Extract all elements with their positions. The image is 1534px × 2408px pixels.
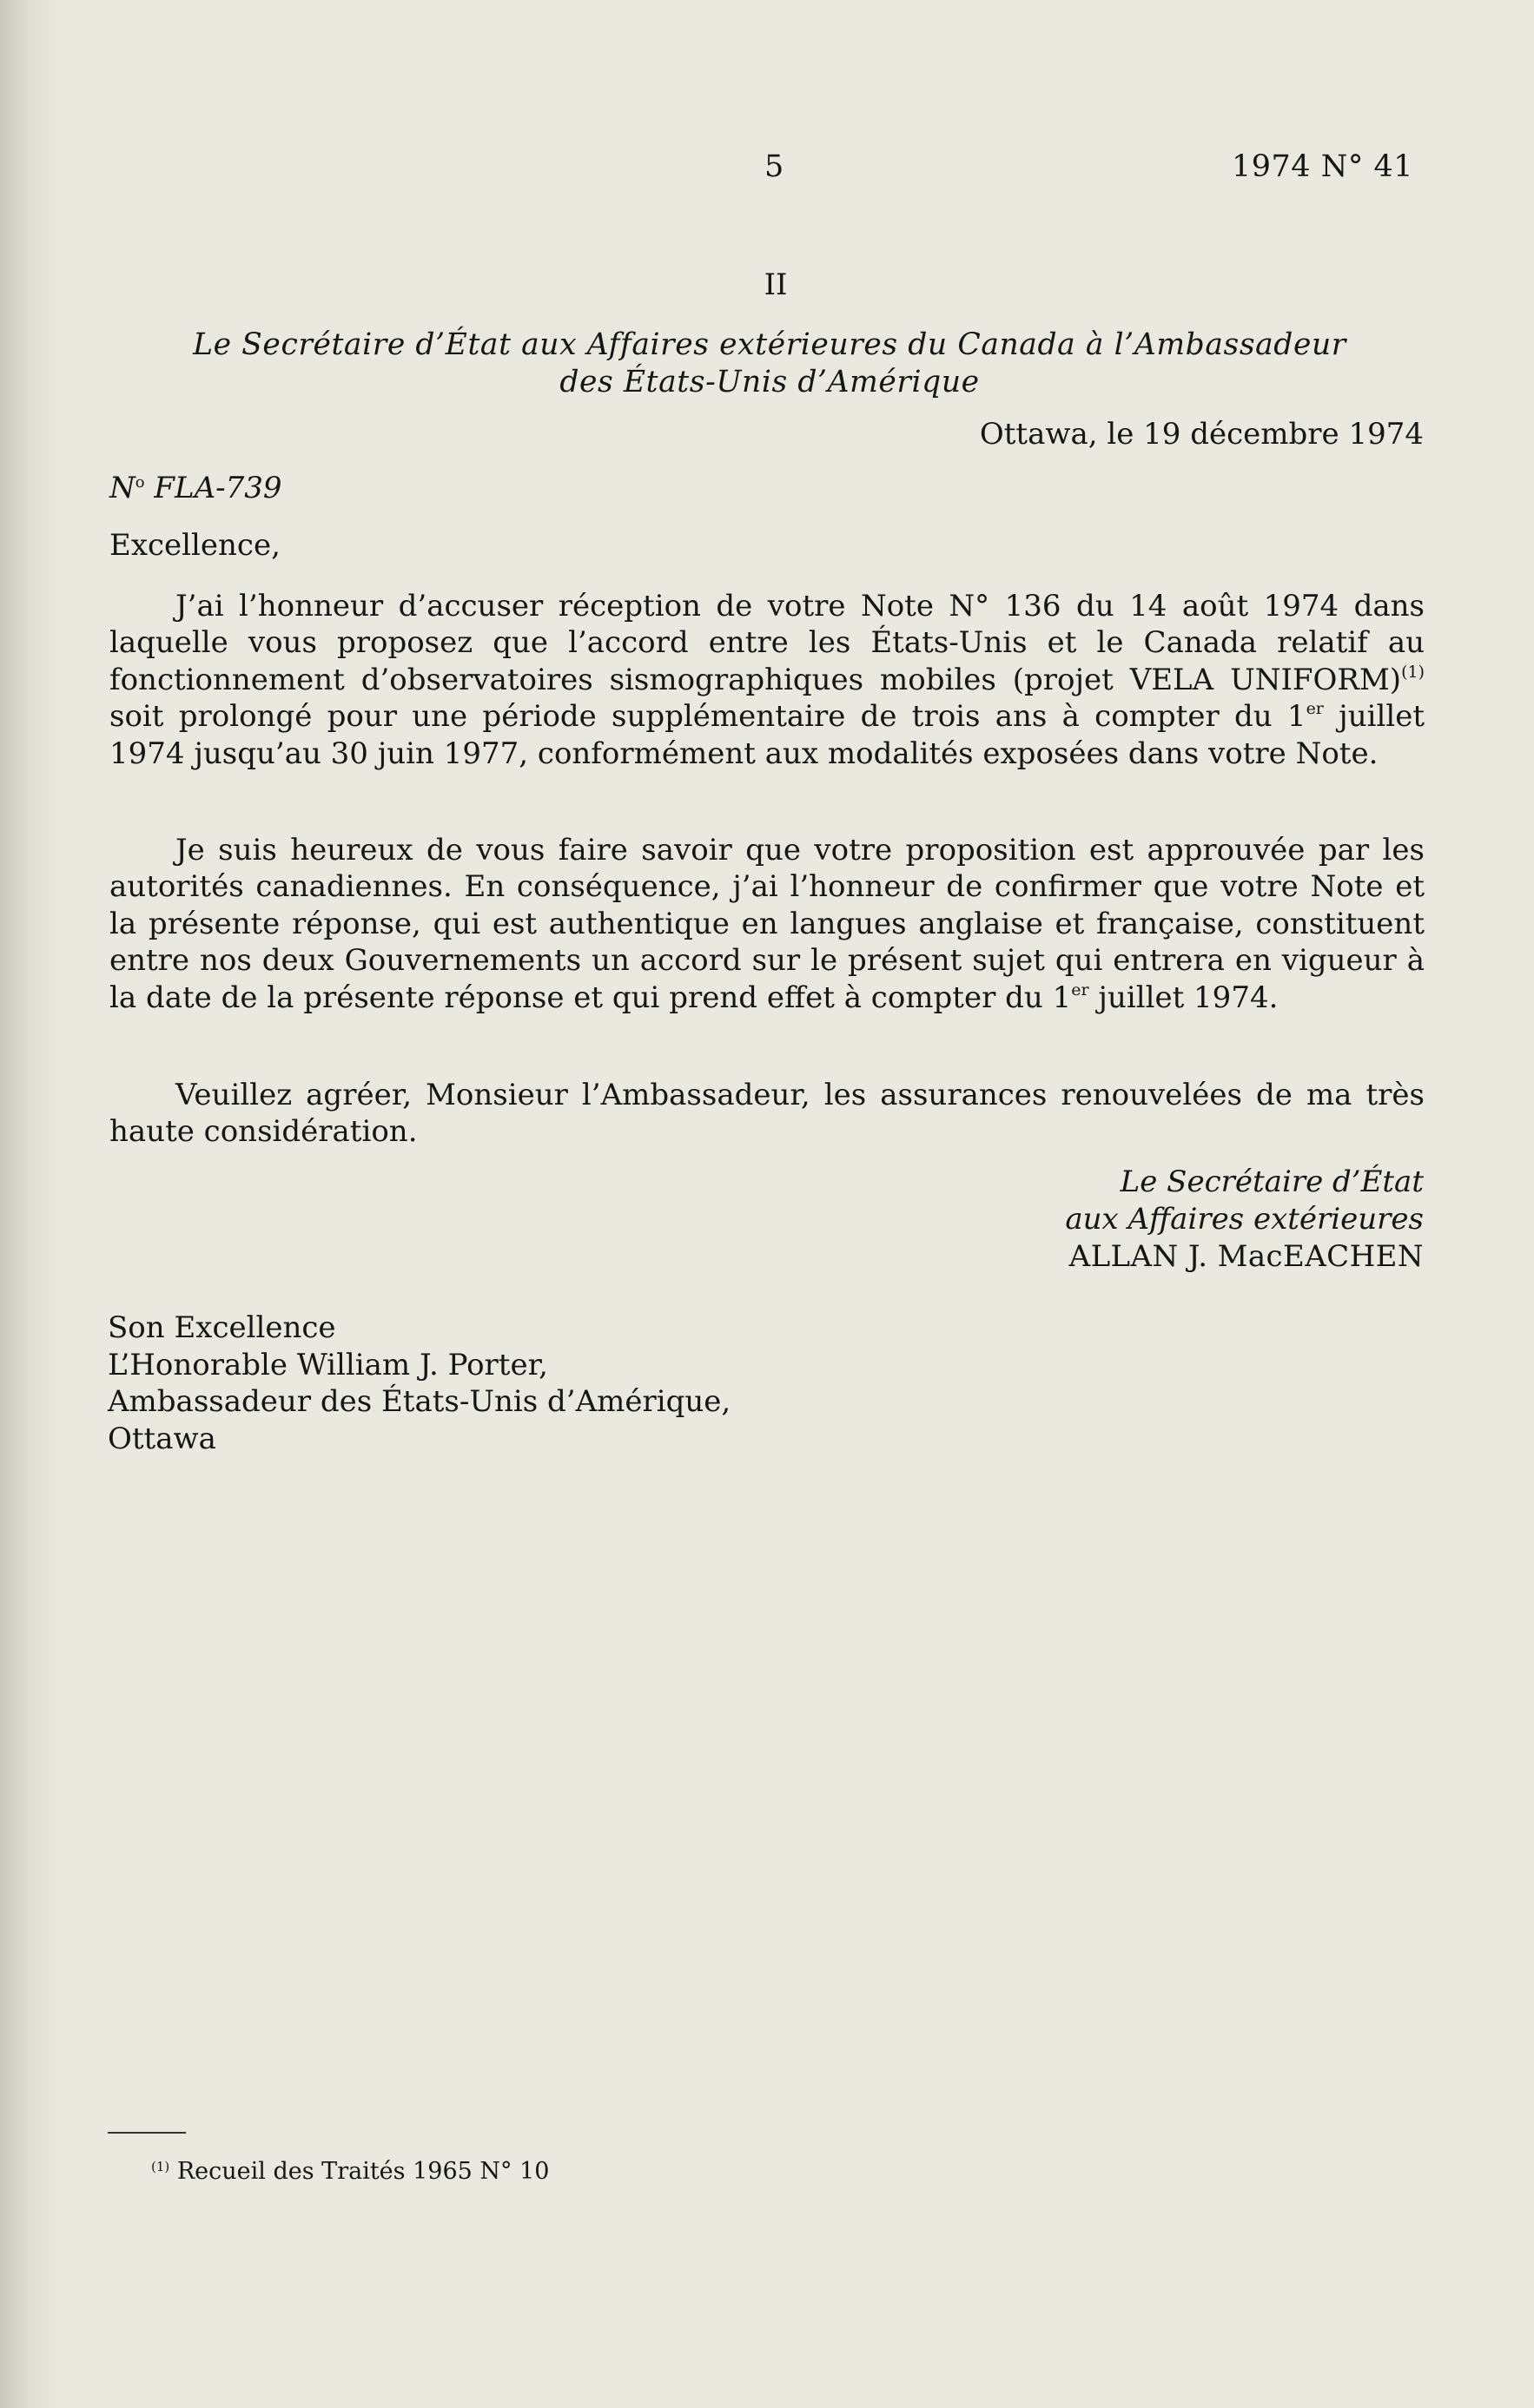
signature-title-1: Le Secrétaire d’État [1120,1164,1424,1199]
ordinal-sup: er [1306,699,1324,719]
issue-number: 1974 N° 41 [1232,149,1413,184]
footnote-text: Recueil des Traités 1965 N° 10 [169,2158,550,2185]
address-line-2: L’Honorable William J. Porter, [108,1347,548,1382]
paragraph2-part1: Je suis heureux de vous faire savoir que votre proposition est approuvée par les autorités canadiennes. En conséquence, j’ai l’honneur de confirmer que votre Note et la présente réponse, qui est authentique en langues anglaise et française, constituent entre nos deux Gouvernements un accord sur le présent sujet qui entrera en vigueur à la date de la présente réponse et qui prend effet à compter du 1 [109,833,1425,1015]
page-number: 5 [764,149,784,184]
letter-heading [109,327,1430,401]
section-numeral: II [764,267,788,302]
heading-line-1: Le Secrétaire d’État aux Affaires extérieures du Canada à l’Ambassadeur [193,327,1346,362]
paragraph1-part3: juillet 1974 jusqu’au 30 juin 1977, conformément aux modalités exposées dans votre Note. [109,699,1425,771]
running-header [0,149,1534,191]
address-line-1: Son Excellence [108,1310,336,1345]
paragraph1-part2: soit prolongé pour une période supplémentaire de trois ans à compter du 1 [109,699,1306,735]
paragraph3-text: Veuillez agréer, Monsieur l’Ambassadeur, les assurances renouvelées de ma très haute considération. [109,1078,1425,1150]
note-reference [109,471,282,505]
footnote-marker: (1) [151,2159,170,2174]
signatory-name: ALLAN J. MacEACHEN [1068,1239,1424,1274]
footnote [151,2158,549,2185]
ordinal-sup: er [1071,980,1089,999]
heading-line-2: des États-Unis d’Amérique [559,365,980,399]
salutation: Excellence, [109,528,281,563]
footnote-ref: (1) [1401,662,1425,682]
reference-sup: o [135,473,145,491]
body-paragraph-1 [109,588,1425,772]
dateline: Ottawa, le 19 décembre 1974 [979,417,1424,452]
body-paragraph-2 [109,832,1425,1016]
paragraph1-part1: J’ai l’honneur d’accuser réception de votre Note N° 136 du 14 août 1974 dans laquelle vous proposez que l’accord entre les États-Unis et le Canada relatif au fonctionnement d’observatoires sismographiques mobiles (projet VELA UNIFORM) [109,589,1425,697]
address-line-4: Ottawa [108,1421,216,1456]
signature-title-2: aux Affaires extérieures [1065,1202,1424,1237]
recipient-address [108,1310,731,1457]
page-edge-shadow [0,0,61,2408]
paragraph2-part2: juillet 1974. [1088,980,1279,1015]
reference-code: FLA-739 [154,471,282,505]
address-line-3: Ambassadeur des États-Unis d’Amérique, [108,1384,731,1419]
body-paragraph-3 [109,1077,1425,1151]
signature-block [1065,1164,1424,1276]
reference-prefix: N [109,471,136,505]
footnote-rule [108,2132,186,2134]
